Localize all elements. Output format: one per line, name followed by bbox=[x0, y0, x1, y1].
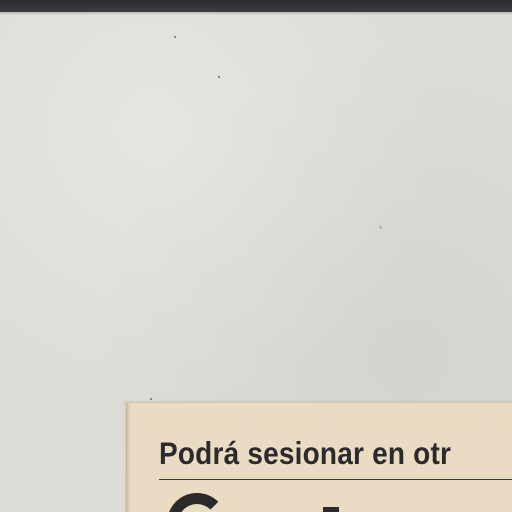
paper-speck bbox=[218, 76, 220, 78]
clipping-headline: Podrá sesionar en otr bbox=[159, 435, 452, 471]
scanner-top-edge bbox=[0, 0, 512, 12]
paper-speck bbox=[150, 398, 152, 400]
newspaper-clipping bbox=[126, 402, 512, 512]
large-letter-fragment bbox=[323, 507, 339, 512]
large-letter-fragment bbox=[167, 493, 227, 512]
scanner-edge-shadow bbox=[0, 12, 512, 15]
paper-speck bbox=[379, 226, 382, 229]
paper-speck bbox=[174, 36, 176, 38]
clipping-edge bbox=[127, 403, 131, 512]
headline-rule bbox=[159, 479, 512, 480]
